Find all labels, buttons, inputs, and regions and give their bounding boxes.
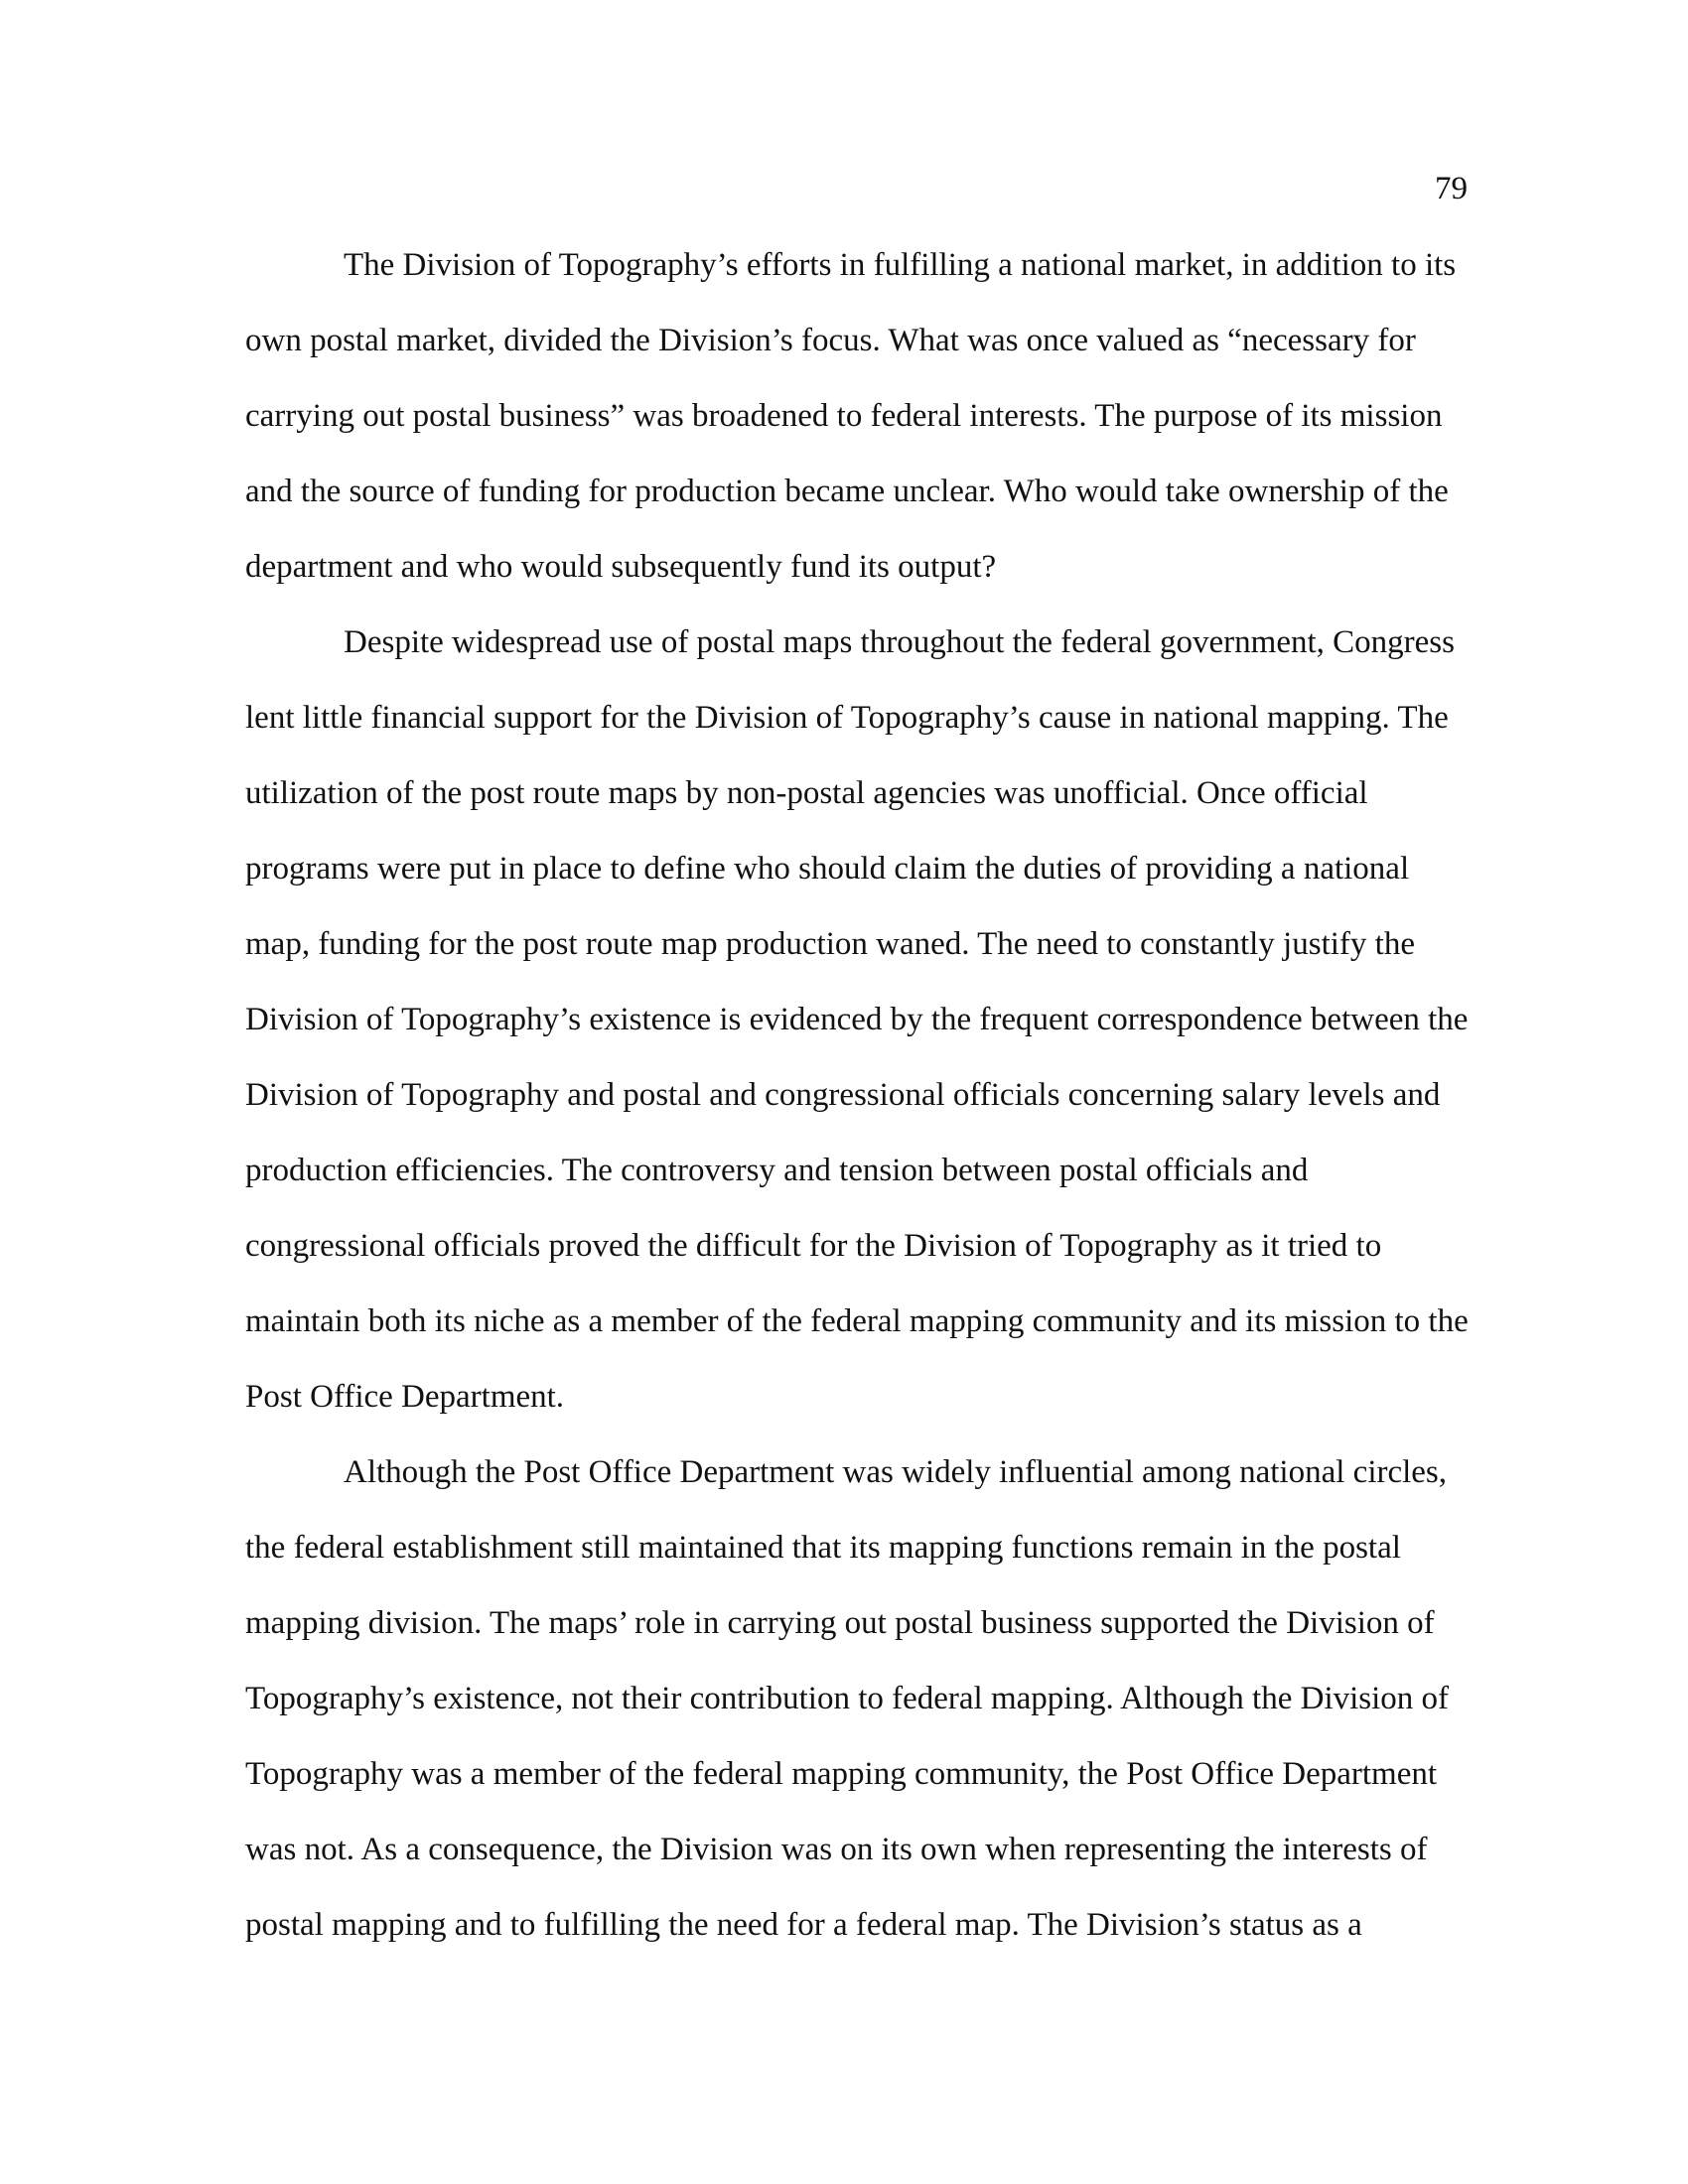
text-line: Despite widespread use of postal maps throughout the federal government, Congress	[344, 624, 1455, 660]
text-line: map, funding for the post route map production waned. The need to constantly justify the	[245, 926, 1415, 962]
text-line: Although the Post Office Department was widely influential among national circles,	[344, 1454, 1448, 1490]
body-text	[245, 243, 1477, 1979]
text-line: The Division of Topography’s efforts in fulfilling a national market, in addition to its	[344, 247, 1457, 283]
text-line: carrying out postal business” was broadened to federal interests. The purpose of its mission	[245, 398, 1443, 434]
text-line: production efficiencies. The controversy and tension between postal officials and	[245, 1153, 1309, 1188]
text-line: congressional officials proved the difficult for the Division of Topography as it tried to	[245, 1228, 1382, 1264]
text-line: lent little financial support for the Division of Topography’s cause in national mapping. The	[245, 700, 1449, 736]
text-line: Post Office Department.	[245, 1379, 565, 1415]
text-line: mapping division. The maps’ role in carrying out postal business supported the Division of	[245, 1605, 1435, 1641]
text-line: Division of Topography’s existence is evidenced by the frequent correspondence between the	[245, 1002, 1469, 1037]
text-line: maintain both its niche as a member of the federal mapping community and its mission to the	[245, 1303, 1469, 1339]
page-number: 79	[1435, 171, 1468, 206]
text-line: Division of Topography and postal and congressional officials concerning salary levels and	[245, 1077, 1441, 1113]
text-line: programs were put in place to define who should claim the duties of providing a national	[245, 851, 1410, 887]
text-line: was not. As a consequence, the Division was on its own when representing the interests of	[245, 1832, 1428, 1867]
text-line: and the source of funding for production became unclear. Who would take ownership of the	[245, 474, 1449, 509]
paragraph-1	[245, 243, 1477, 620]
paragraph-2	[245, 620, 1477, 1450]
text-line: Topography was a member of the federal mapping community, the Post Office Department	[245, 1756, 1438, 1792]
text-line: own postal market, divided the Division’s focus. What was once valued as “necessary for	[245, 323, 1416, 358]
paragraph-3	[245, 1450, 1477, 1979]
text-line: postal mapping and to fulfilling the need for a federal map. The Division’s status as a	[245, 1907, 1362, 1943]
text-line: Topography’s existence, not their contribution to federal mapping. Although the Division of	[245, 1681, 1450, 1716]
text-line: department and who would subsequently fund its output?	[245, 549, 997, 585]
text-line: utilization of the post route maps by non-postal agencies was unofficial. Once official	[245, 775, 1368, 811]
text-line: the federal establishment still maintained that its mapping functions remain in the postal	[245, 1530, 1401, 1566]
